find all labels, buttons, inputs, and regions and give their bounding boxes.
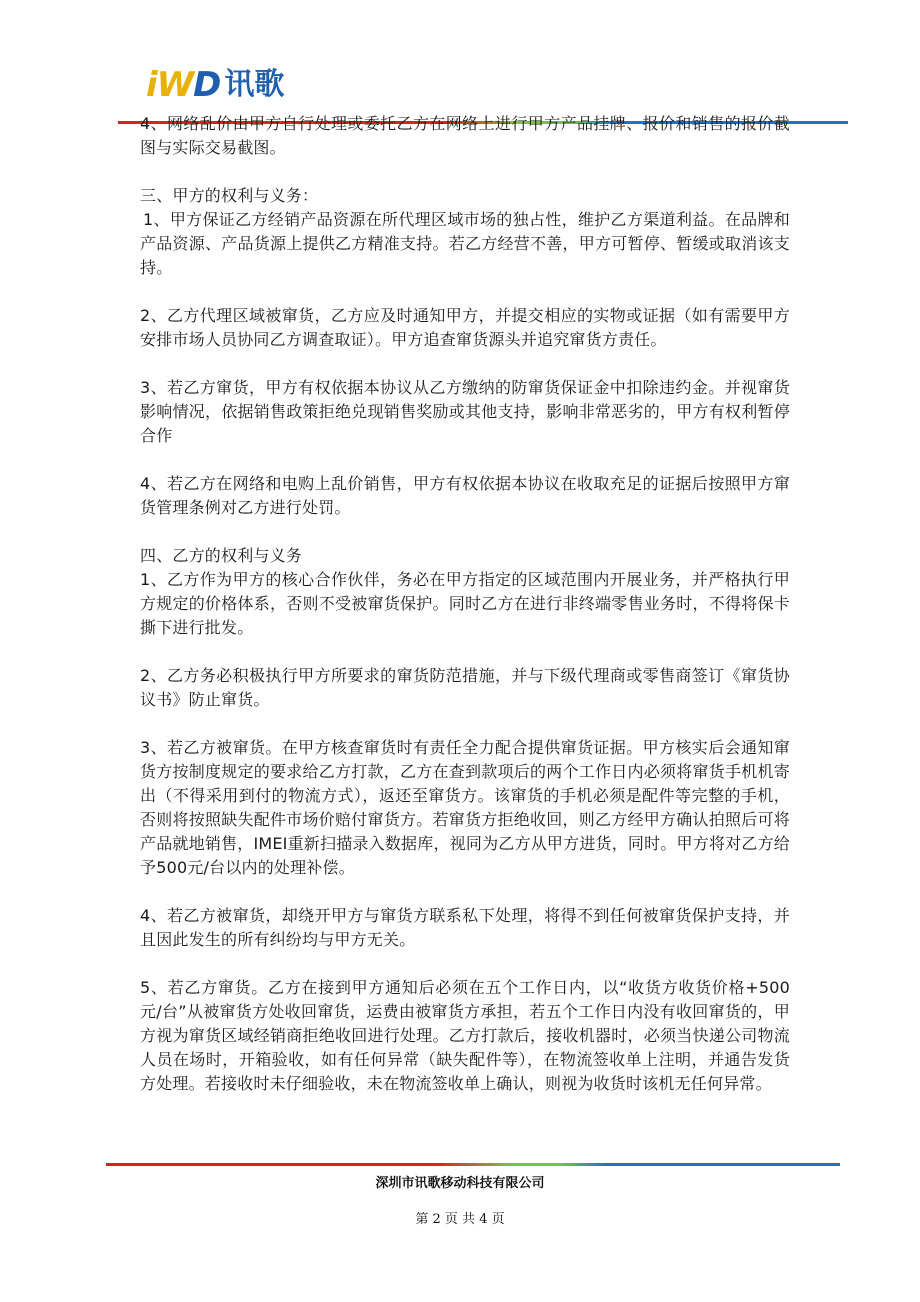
paragraph: 3、若乙方被窜货。在甲方核查窜货时有责任全力配合提供窜货证据。甲方核实后会通知窜货方按制度规定的要求给乙方打款，乙方在查到款项后的两个工作日内必须将窜货手机机寄出（不得采用到付的物流方式），返还至窜货方。该窜货的手机必须是配件等完整的手机，否则将按照缺失配件市场价赔付窜货方。若窜货方拒绝收回，则乙方经甲方确认拍照后可将产品就地销售，IMEI重新扫描录入数据库，视同为乙方从甲方进货，同时。甲方将对乙方给予500元/台以内的处理补偿。 — [140, 738, 790, 877]
paragraph: 3、若乙方窜货，甲方有权依据本协议从乙方缴纳的防窜货保证金中扣除违约金。并视窜货影响情况，依据销售政策拒绝兑现销售奖励或其他支持，影响非常恶劣的，甲方有权利暂停合作 — [140, 378, 790, 445]
paragraph: 4、网络乱价由甲方自行处理或委托乙方在网络上进行甲方产品挂牌、报价和销售的报价截图与实际交易截图。 — [140, 114, 790, 157]
company-logo — [146, 62, 330, 108]
paragraph: 2、乙方代理区域被窜货，乙方应及时通知甲方，并提交相应的实物或证据（如有需要甲方安排市场人员协同乙方调查取证）。甲方追查窜货源头并追究窜货方责任。 — [140, 306, 790, 349]
paragraph: 1、甲方保证乙方经销产品资源在所代理区域市场的独占性，维护乙方渠道利益。在品牌和产品资源、产品货源上提供乙方精准支持。若乙方经营不善，甲方可暂停、暂缓或取消该支持。 — [140, 210, 790, 277]
paragraph: 2、乙方务必积极执行甲方所要求的窜货防范措施，并与下级代理商或零售商签订《窜货协议书》防止窜货。 — [140, 666, 790, 709]
footer-company-name: 深圳市讯歌移动科技有限公司 — [375, 1176, 545, 1191]
paragraph: 1、乙方作为甲方的核心合作伙伴，务必在甲方指定的区域范围内开展业务，并严格执行甲方规定的价格体系，否则不受被窜货保护。同时乙方在进行非终端零售业务时，不得将保卡撕下进行批发。 — [140, 570, 790, 637]
paragraph: 4、若乙方在网络和电购上乱价销售，甲方有权依据本协议在收取充足的证据后按照甲方窜货管理条例对乙方进行处罚。 — [140, 474, 790, 517]
page-number: 第 2 页 共 4 页 — [415, 1212, 505, 1227]
document-body — [140, 112, 790, 1096]
paragraph: 4、若乙方被窜货，却绕开甲方与窜货方联系私下处理，将得不到任何被窜货保护支持，并且因此发生的所有纠纷均与甲方无关。 — [140, 906, 790, 949]
paragraph: 5、若乙方窜货。乙方在接到甲方通知后必须在五个工作日内，以“收货方收货价格+500元/台”从被窜货方处收回窜货，运费由被窜货方承担，若五个工作日内没有收回窜货的，甲方视为窜货区域经销商拒绝收回进行处理。乙方打款后，接收机器时，必须当快递公司物流人员在场时，开箱验收，如有任何异常（缺失配件等），在物流签收单上注明，并通告发货方处理。若接收时未仔细验收，未在物流签收单上确认，则视为收货时该机无任何异常。 — [140, 978, 790, 1093]
footer-divider — [106, 1163, 840, 1166]
section-heading: 三、甲方的权利与义务： — [140, 186, 319, 205]
logo-text: 讯歌 — [224, 67, 285, 102]
section-heading: 四、乙方的权利与义务 — [140, 546, 303, 565]
logo-mark: iWD — [146, 65, 221, 105]
